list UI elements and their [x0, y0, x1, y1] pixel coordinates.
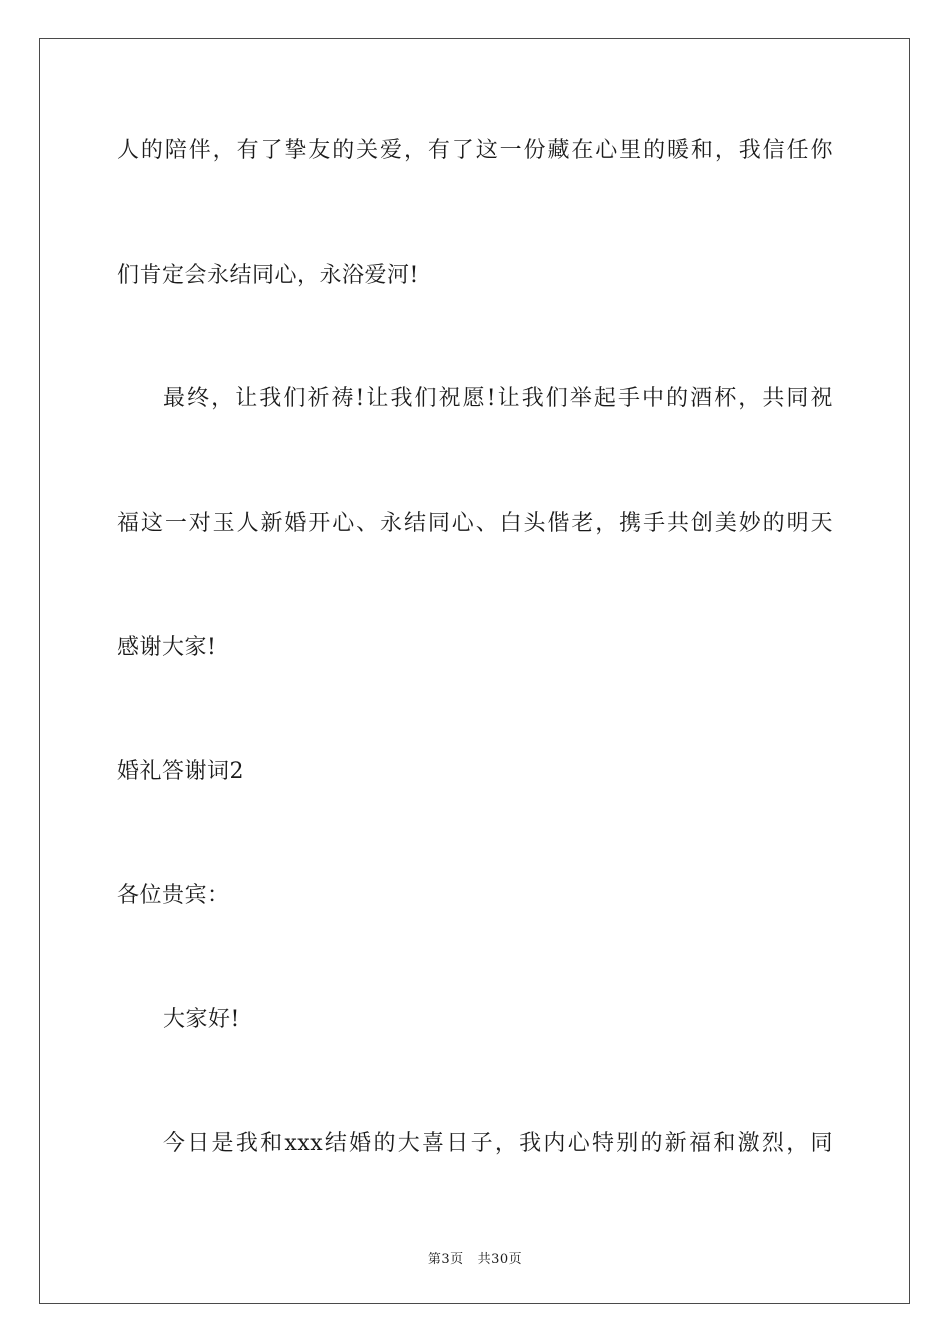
paragraph-line-3: 最终，让我们祈祷!让我们祝愿!让我们举起手中的酒杯，共同祝 — [163, 386, 833, 411]
salutation-line: 各位贵宾： — [117, 883, 230, 908]
paragraph-line-4: 福这一对玉人新婚开心、永结同心、白头偕老，携手共创美妙的明天 — [117, 511, 833, 536]
page-border — [39, 38, 910, 1304]
page-footer — [0, 1248, 950, 1267]
page-number-current: 第3页 — [427, 1252, 464, 1267]
page-number-total: 共30页 — [477, 1252, 523, 1267]
paragraph-line-2: 们肯定会永结同心，永浴爱河! — [117, 263, 419, 288]
paragraph-line-1: 人的陪伴，有了挚友的关爱，有了这一份藏在心里的暖和，我信任你 — [117, 138, 833, 163]
greeting-line: 大家好! — [163, 1007, 240, 1032]
paragraph-line-9: 今日是我和xxx结婚的大喜日子，我内心特别的新福和激烈，同 — [163, 1131, 833, 1156]
paragraph-line-5: 感谢大家! — [117, 635, 217, 660]
section-heading: 婚礼答谢词2 — [117, 759, 244, 784]
